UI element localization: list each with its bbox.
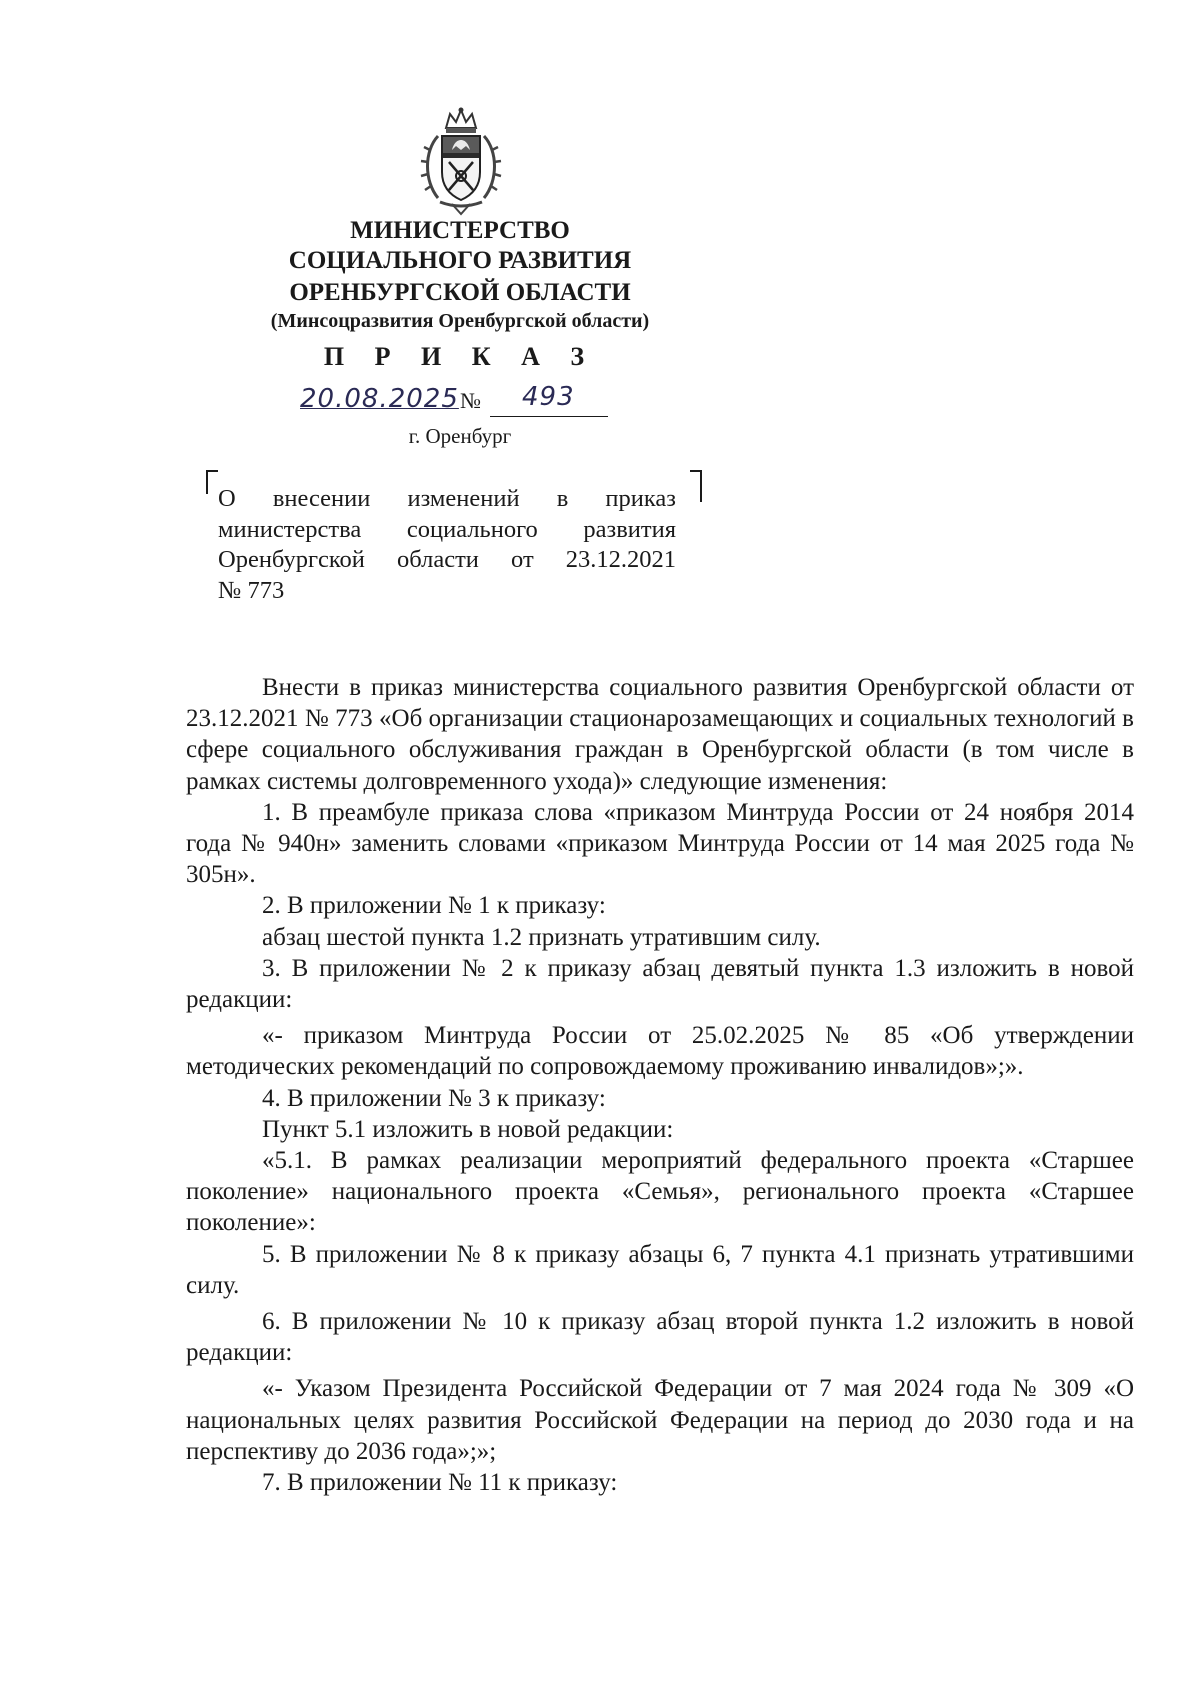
subject-line: министерства социального развития [218, 515, 676, 543]
body-paragraph: «- Указом Президента Российской Федерации от 7 мая 2024 года № 309 «О национальных целях развития Российской Федерации на период до 2030 года и на перспективу до 2036 года»;»; [186, 1375, 1134, 1465]
number-underline [490, 416, 608, 417]
body-paragraph: «- приказом Минтруда России от 25.02.2025 № 85 «Об утверждении методических рекомендаций по сопровождаемому проживанию инвалидов»;». [186, 1022, 1134, 1081]
body-paragraph: абзац шестой пункта 1.2 признать утратившим силу. [262, 923, 821, 951]
order-body [186, 672, 1134, 1498]
ministry-name-line-3: ОРЕНБУРГСКОЙ ОБЛАСТИ [289, 279, 631, 306]
body-paragraph: Внести в приказ министерства социального развития Оренбургской области от 23.12.2021 № 773 «Об организации стационарозамещающих и социальных технологий в сфере социального обслуживания граждан в Оренбургской области (в том числе в рамках системы долговременного ухода)» следующие изменения: [186, 674, 1134, 795]
body-paragraph: 3. В приложении № 2 к приказу абзац девятый пункта 1.3 изложить в новой редакции: [186, 954, 1134, 1014]
number-sign: № [460, 388, 481, 413]
body-paragraph: 6. В приложении № 10 к приказу абзац второй пункта 1.2 изложить в новой редакции: [186, 1308, 1134, 1367]
subject-line: № 773 [218, 576, 285, 604]
ministry-name-line-2: СОЦИАЛЬНОГО РАЗВИТИЯ [288, 247, 632, 274]
body-paragraph: 7. В приложении № 11 к приказу: [262, 1469, 618, 1497]
body-paragraph: 1. В преамбуле приказа слова «приказом Минтруда России от 24 ноября 2014 года № 940н» заменить словами «приказом Минтруда России от 14 мая 2025 года № 305н». [186, 798, 1134, 889]
date-number-line [296, 384, 616, 418]
document-type-title: П Р И К А З [323, 342, 597, 371]
subject-bracket-right [690, 470, 702, 502]
subject-bracket-left [206, 470, 218, 494]
ministry-name-line-1: МИНИСТЕРСТВО [350, 217, 570, 244]
body-paragraph: «5.1. В рамках реализации мероприятий федерального проекта «Старшее поколение» национального проекта «Семья», регионального проекта «Старшее поколение»: [186, 1147, 1134, 1237]
body-paragraph: 5. В приложении № 8 к приказу абзацы 6, 7 пункта 4.1 признать утратившими силу. [186, 1240, 1134, 1299]
city-name: г. Оренбург [408, 424, 512, 448]
order-subject [218, 484, 676, 606]
subject-line: О внесении изменений в приказ [218, 485, 676, 512]
ministry-short-name: (Минсоцразвития Оренбургской области) [270, 310, 650, 332]
subject-line: Оренбургской области от 23.12.2021 [218, 546, 676, 573]
body-paragraph: 2. В приложении № 1 к приказу: [262, 892, 606, 920]
order-number: 493 [522, 382, 575, 412]
coat-of-arms-emblem [416, 106, 506, 216]
order-date: 20.08.2025 [300, 384, 459, 414]
body-paragraph: 4. В приложении № 3 к приказу: [262, 1084, 606, 1112]
body-paragraph: Пункт 5.1 изложить в новой редакции: [262, 1115, 674, 1143]
